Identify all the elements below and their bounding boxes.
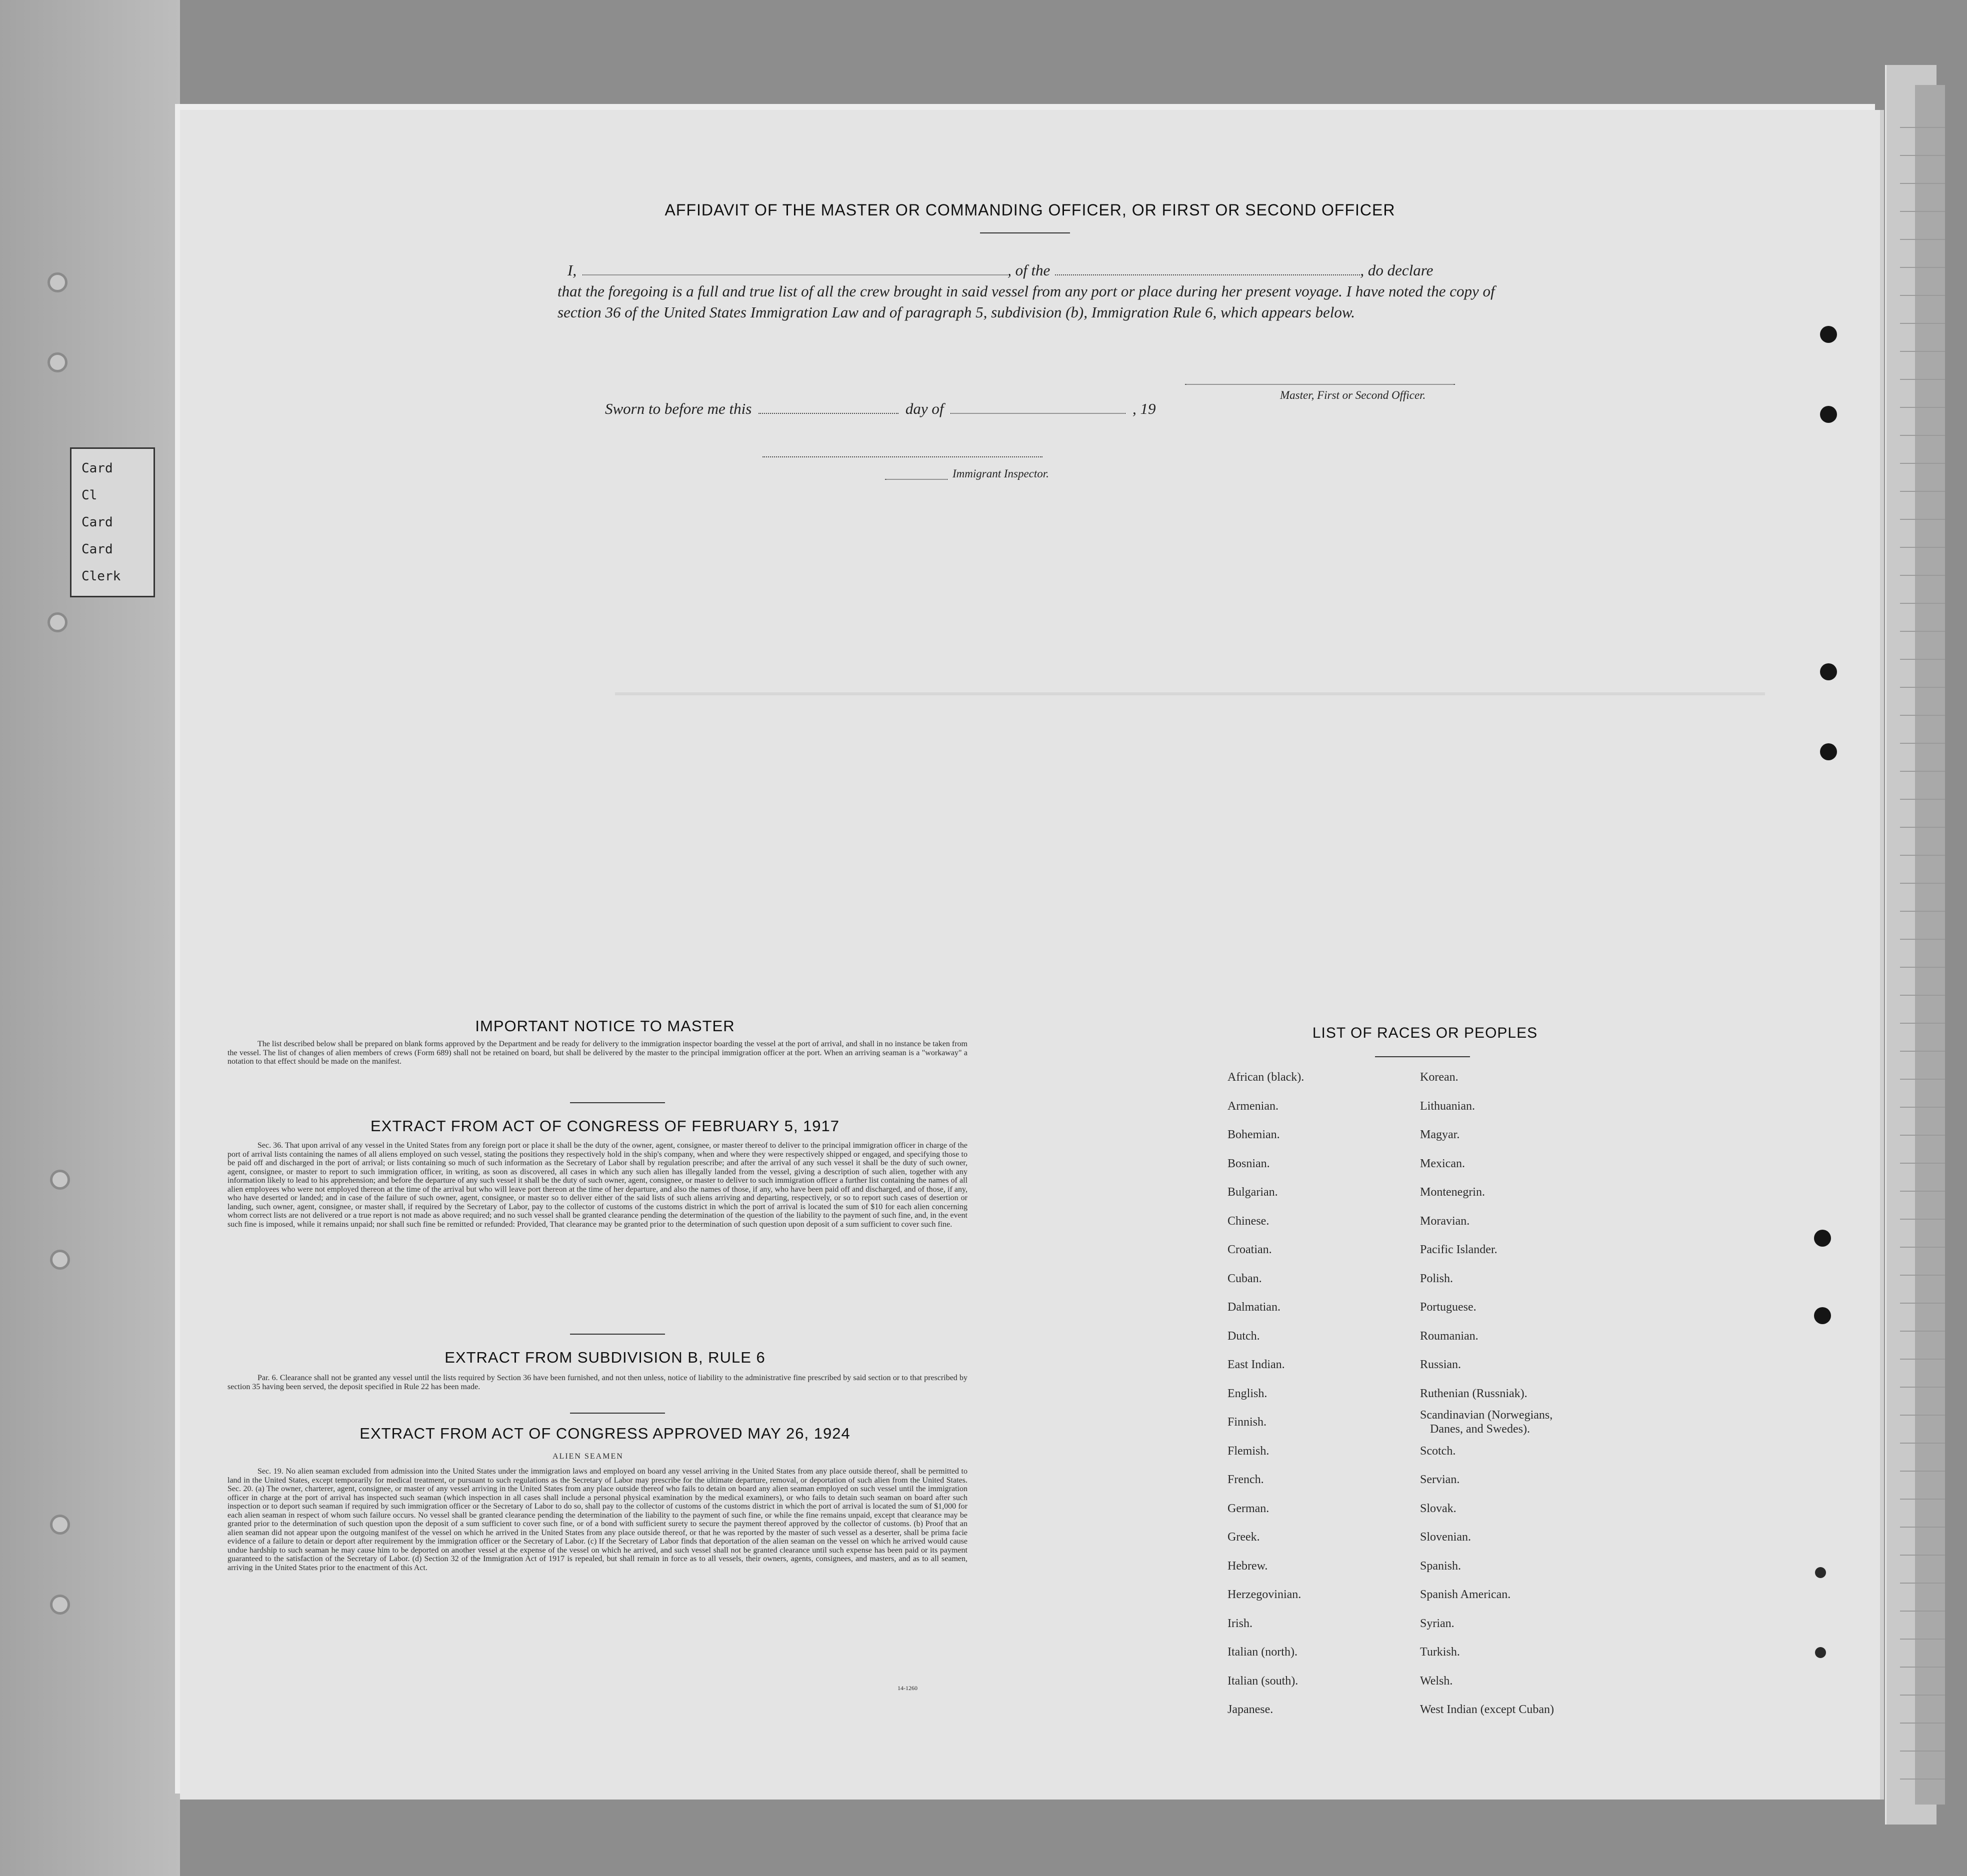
notice-text: The list described below shall be prepared on blank forms approved by the Department and be ready for delivery to the immigration inspector boarding the vessel at the port of arrival, and shall in no instance be taken from the vessel. The list of changes of alien members of crews (Form 689) shall not be retained on board, but shall be delivered by the master to the principal immigration officer at the port. When an arriving seaman is a "workaway" a notation to that effect should be made on the manifest. — [228, 1040, 968, 1066]
form-number: 14-1260 — [898, 1685, 918, 1692]
name-blank — [582, 274, 1008, 275]
race-item: Scotch. — [1420, 1444, 1456, 1458]
affidavit-do-declare: , do declare — [1360, 261, 1434, 279]
sworn-year: , 19 — [1132, 400, 1156, 417]
race-item: Chinese. — [1228, 1214, 1270, 1228]
stamp-line: Cl — [82, 488, 98, 503]
race-item: Armenian. — [1228, 1099, 1278, 1113]
race-item: Dalmatian. — [1228, 1301, 1280, 1314]
race-item: Hebrew. — [1228, 1559, 1268, 1573]
race-item: Mexican. — [1420, 1157, 1465, 1170]
section-rule — [570, 1334, 665, 1335]
race-item: Spanish. — [1420, 1559, 1462, 1573]
section-rule — [570, 1102, 665, 1103]
binding-ring — [50, 1250, 70, 1270]
binding-ring — [50, 1170, 70, 1190]
race-item: Italian (north). — [1228, 1646, 1298, 1659]
notice-heading: IMPORTANT NOTICE TO MASTER — [475, 1017, 735, 1035]
punch-hole — [1814, 1230, 1831, 1247]
races-column-1 — [1228, 1063, 1304, 1725]
race-item: Bohemian. — [1228, 1128, 1280, 1141]
race-item: Servian. — [1420, 1473, 1460, 1486]
race-item-line: Scandinavian (Norwegians, — [1420, 1409, 1553, 1422]
race-item: Croatian. — [1228, 1243, 1272, 1256]
race-item: English. — [1228, 1387, 1268, 1400]
race-item: Welsh. — [1420, 1674, 1453, 1688]
binding-ring — [48, 352, 68, 372]
sworn-day-of: day of — [905, 400, 944, 417]
stamp-line: Clerk — [82, 569, 121, 584]
race-item: Ruthenian (Russniak). — [1420, 1387, 1528, 1400]
extract-1917-text: Sec. 36. That upon arrival of any vessel in the United States from any foreign port or place it shall be the duty of the owner, agent, consignee, or master thereof to deliver to the principal immigration officer in charge of the port of arrival lists containing the names of all aliens employed on such vessel, stating the positions they respectively hold in the ship's company, when and where they were respectively shipped or engaged, and specifying those to be paid off and discharged in the port of arrival; or lists containing so much of such information as the Secretary of Labor shall by regulation prescribe; and after the arrival of any such vessel it shall be the duty of such owner, agent, consignee, or master to report to such immigration officer, in writing, as soon as discovered, all cases in which any such alien has illegally landed from the vessel, giving a description of such alien, together with any information likely to lead to his apprehension; and before the departure of any such vessel it shall be the duty of such owner, agent, consignee, or master to deliver to such immigration officer a further list containing the names of all alien employees who were not employed thereon at the time of the arrival but who will leave port thereon at the time of her departure, and also the names of those, if any, who have been paid off and discharged, and of those, if any, who have deserted or landed; and in case of the failure of such owner, agent, consignee, or master so to deliver either of the said lists of such aliens arriving and departing, respectively, or so to report such cases of desertion or landing, such owner, agent, consignee, or master shall, if required by the Secretary of Labor, pay to the collector of customs of the customs district in which the port of arrival is located the sum of $10 for each alien concerning whom correct lists are not delivered or a true report is not made as above required; and no such vessel shall be granted clearance pending the determination of the question of the liability to the payment of such fine, and, in the event such fine is imposed, while it remains unpaid; nor shall such fine be remitted or refunded: Provided, That clearance may be granted prior to the determination of such question upon deposit of a sum sufficient to cover such fine. — [228, 1141, 968, 1229]
race-item: African (black). — [1228, 1071, 1304, 1084]
race-item: Russian. — [1420, 1358, 1462, 1371]
extract-rule6-heading: EXTRACT FROM SUBDIVISION B, RULE 6 — [444, 1349, 766, 1366]
left-binding-strip — [0, 0, 180, 1876]
punch-hole — [1820, 743, 1837, 760]
extract-1924-text: Sec. 19. No alien seaman excluded from admission into the United States under the immigration laws and employed on board any vessel arriving in the United States from any place outside thereof, shall be permitted to land in the United States, except temporarily for medical treatment, or pursuant to such regulations as the Secretary of Labor may prescribe for the ultimate departure, removal, or deportation of such alien from the United States. Sec. 20. (a) The owner, charterer, agent, consignee, or master of any vessel arriving in the United States from any place outside thereof who fails to detain on board any alien seaman employed on such vessel until the immigration officer in charge at the port of arrival has inspected such seaman (which inspection in all cases shall include a personal physical examination by the medical examiners), or who fails to detain such seaman on board after such inspection or to deport such seaman if required by such immigration officer or the Secretary of Labor to do so, shall pay to the collector of customs of the customs district in which the port of arrival is located the sum of $1,000 for each alien seaman in respect of whom such failure occurs. No vessel shall be granted clearance pending the determination of the liability to the payment of such fine, or while the fine remains unpaid, except that clearance may be granted prior to the determination of such question upon the deposit of a sum sufficient to cover such fine, or of a bond with sufficient surety to secure the payment thereof approved by the collector of customs. (b) Proof that an alien seaman did not appear upon the outgoing manifest of the vessel on which he arrived in the United States from any place outside thereof, or that he was reported by the master of such vessel as a deserter, shall be prima facie evidence of a failure to detain or deport after requirement by the immigration officer or the Secretary of Labor. (c) If the Secretary of Labor finds that deportation of the alien seaman on the vessel on which he arrived would cause undue hardship to such seaman he may cause him to be deported on another vessel at the expense of the vessel on which he arrived, and such vessel shall not be granted clearance until such expense has been paid or its payment guaranteed to the satisfaction of the Secretary of Labor. (d) Section 32 of the Immigration Act of 1917 is repealed, but shall remain in force as to all vessels, their owners, agents, consignees, and masters, and as to all seamen, arriving in the United States prior to the enactment of this Act. — [228, 1467, 968, 1572]
race-item: Montenegrin. — [1420, 1186, 1485, 1199]
races-heading: LIST OF RACES OR PEOPLES — [1312, 1025, 1538, 1041]
race-item — [1420, 1408, 1554, 1437]
race-item: Flemish. — [1228, 1444, 1270, 1458]
affidavit-i: I, — [568, 261, 577, 279]
race-item-line: Danes, and Swedes). — [1430, 1423, 1530, 1436]
race-item: Italian (south). — [1228, 1674, 1298, 1688]
race-item: West Indian (except Cuban) — [1420, 1703, 1554, 1716]
race-item: Lithuanian. — [1420, 1099, 1475, 1113]
affidavit-title: AFFIDAVIT OF THE MASTER OR COMMANDING OFFICER, OR FIRST OR SECOND OFFICER — [664, 201, 1396, 219]
race-item: Greek. — [1228, 1531, 1260, 1544]
race-item: Moravian. — [1420, 1214, 1470, 1228]
master-signature-line — [1185, 384, 1455, 385]
race-item: Korean. — [1420, 1071, 1458, 1084]
affidavit-of-the: , of the — [1008, 261, 1050, 279]
race-item: Pacific Islander. — [1420, 1243, 1498, 1256]
inspector-short-line — [885, 479, 948, 480]
race-item: French. — [1228, 1473, 1264, 1486]
race-item: Portuguese. — [1420, 1301, 1476, 1314]
ruled-edge — [1900, 100, 1945, 1800]
race-item: Magyar. — [1420, 1128, 1460, 1141]
affidavit-body: that the foregoing is a full and true list of all the crew brought in said vessel from any port or place during her present voyage. I have noted the copy of section 36 of the United States Immigration Law and of paragraph 5, subdivision (b), Immigration Rule 6, which appears below. — [558, 282, 1495, 321]
race-item: Irish. — [1228, 1617, 1252, 1630]
extract-1924-heading: EXTRACT FROM ACT OF CONGRESS APPROVED MAY 26, 1924 — [360, 1425, 850, 1442]
bleed-through-mark — [615, 692, 1765, 695]
affidavit-paragraph — [558, 260, 1502, 323]
sworn-line — [605, 400, 1156, 418]
stamp-line: Card — [82, 461, 113, 476]
stamp-line: Card — [82, 515, 113, 530]
clerk-stamp — [70, 447, 155, 597]
race-item: Polish. — [1420, 1272, 1454, 1285]
extract-rule6-text: Par. 6. Clearance shall not be granted any vessel until the lists required by Section 36 have been furnished, and not then unless, notice of liability to the administrative fine prescribed by said section or to that prescribed by section 35 having been served, the deposit specified in Rule 22 has been made. — [228, 1374, 968, 1391]
sworn-month-blank — [950, 413, 1126, 414]
race-item: East Indian. — [1228, 1358, 1285, 1371]
section-rule — [570, 1413, 665, 1414]
race-item: Spanish American. — [1420, 1588, 1511, 1601]
race-item: Herzegovinian. — [1228, 1588, 1302, 1601]
inspector-signature-line — [762, 456, 1042, 457]
punch-hole — [1815, 1567, 1826, 1578]
master-caption: Master, First or Second Officer. — [1280, 389, 1426, 401]
punch-hole — [1814, 1307, 1831, 1324]
race-item: Roumanian. — [1420, 1329, 1478, 1343]
race-item: Bosnian. — [1228, 1157, 1270, 1170]
stamp-line: Card — [82, 542, 113, 557]
race-item: Dutch. — [1228, 1329, 1260, 1343]
punch-hole — [1815, 1647, 1826, 1658]
title-rule — [980, 232, 1070, 233]
race-item: Syrian. — [1420, 1617, 1454, 1630]
binding-ring — [48, 272, 68, 292]
race-item: Slovenian. — [1420, 1531, 1471, 1544]
race-item: German. — [1228, 1502, 1270, 1515]
sworn-day-blank — [758, 413, 898, 414]
alien-seamen-subheading: ALIEN SEAMEN — [552, 1452, 624, 1461]
race-item: Japanese. — [1228, 1703, 1274, 1716]
binding-ring — [50, 1515, 70, 1535]
race-item: Cuban. — [1228, 1272, 1262, 1285]
inspector-caption: Immigrant Inspector. — [952, 467, 1049, 480]
extract-1917-heading: EXTRACT FROM ACT OF CONGRESS OF FEBRUARY 5, 1917 — [370, 1117, 840, 1135]
races-column-2 — [1420, 1063, 1554, 1725]
binding-ring — [50, 1595, 70, 1615]
race-item: Slovak. — [1420, 1502, 1456, 1515]
race-item: Finnish. — [1228, 1416, 1267, 1429]
punch-hole — [1820, 663, 1837, 680]
punch-hole — [1820, 326, 1837, 343]
race-item: Bulgarian. — [1228, 1186, 1278, 1199]
race-item: Turkish. — [1420, 1646, 1460, 1659]
affidavit-line-1 — [558, 260, 1502, 281]
punch-hole — [1820, 406, 1837, 423]
sworn-text: Sworn to before me this — [605, 400, 752, 417]
vessel-blank — [1055, 274, 1360, 275]
binding-ring — [48, 612, 68, 632]
races-rule — [1375, 1056, 1470, 1057]
